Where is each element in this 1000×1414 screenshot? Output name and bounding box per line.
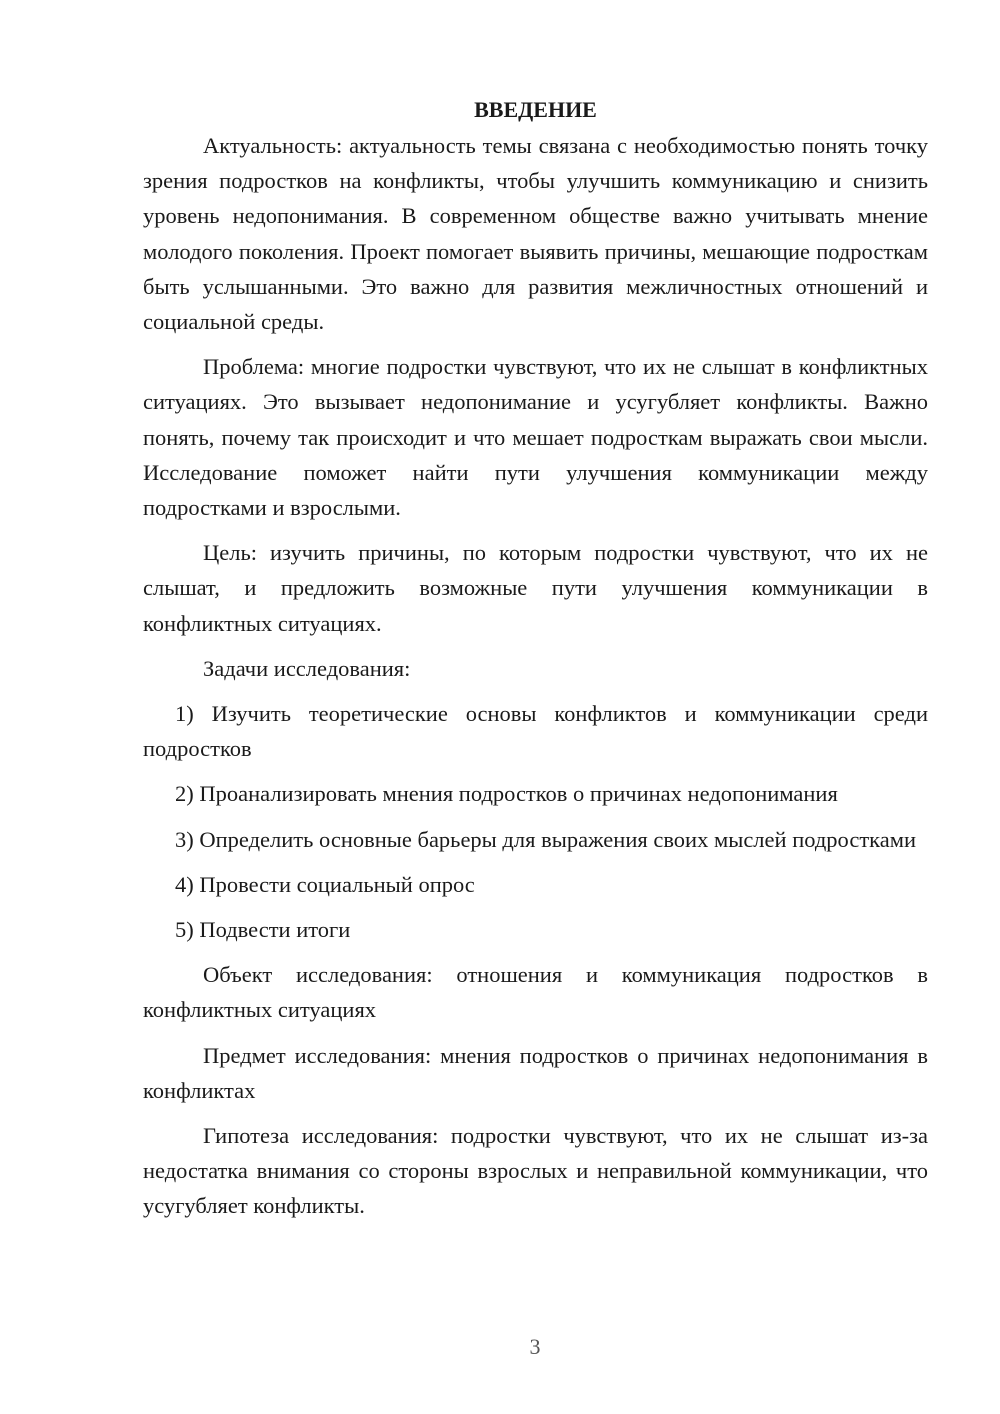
- spacer: [143, 525, 928, 535]
- spacer: [143, 1028, 928, 1038]
- paragraph-subject: Предмет исследования: мнения подростков о причинах недопонимания в конфликтах: [143, 1042, 928, 1103]
- task-item-3: 3) Определить основные барьеры для выражения своих мыслей подростками: [175, 826, 917, 852]
- spacer: [143, 812, 928, 822]
- task-item-1: 1) Изучить теоретические основы конфликтов и коммуникации среди подростков: [143, 701, 928, 762]
- task-item-5: 5) Подвести итоги: [175, 917, 351, 943]
- paragraph-goal: Цель: изучить причины, по которым подростки чувствуют, что их не слышат, и предложить возможные пути улучшения коммуникации в конфликтных ситуациях.: [143, 540, 928, 636]
- document-page: [143, 92, 928, 1224]
- paragraph-object: Объект исследования: отношения и коммуникация подростков в конфликтных ситуациях: [143, 962, 928, 1023]
- spacer: [143, 902, 928, 912]
- paragraph-hypothesis: Гипотеза исследования: подростки чувствуют, что их не слышат из-за недостатка внимания со стороны взрослых и неправильной коммуникации, что усугубляет конфликты.: [143, 1123, 928, 1219]
- paragraph-problem: Проблема: многие подростки чувствуют, что их не слышат в конфликтных ситуациях. Это вызывает недопонимание и усугубляет конфликты. Важно понять, почему так происходит и что мешает подросткам выражать свои мысли. Исследование поможет найти пути улучшения коммуникации между подростками и взрослыми.: [143, 354, 928, 521]
- tasks-heading: Задачи исследования:: [203, 655, 411, 681]
- task-item-4: 4) Провести социальный опрос: [175, 871, 475, 897]
- spacer: [143, 947, 928, 957]
- page-number: 3: [529, 1334, 541, 1359]
- spacer: [143, 339, 928, 349]
- spacer: [143, 641, 928, 651]
- spacer: [143, 857, 928, 867]
- paragraph-relevance: Актуальность: актуальность темы связана с необходимостью понять точку зрения подростков на конфликты, чтобы улучшить коммуникацию и снизить уровень недопонимания. В современном обществе важно учитывать мнение молодого поколения. Проект помогает выявить причины, мешающие подросткам быть услышанными. Это важно для развития межличностных отношений и социальной среды.: [143, 133, 928, 335]
- spacer: [143, 686, 928, 696]
- page-title: ВВЕДЕНИЕ: [474, 97, 597, 122]
- task-item-2: 2) Проанализировать мнения подростков о причинах недопонимания: [175, 781, 838, 807]
- spacer: [143, 766, 928, 776]
- spacer: [143, 1108, 928, 1118]
